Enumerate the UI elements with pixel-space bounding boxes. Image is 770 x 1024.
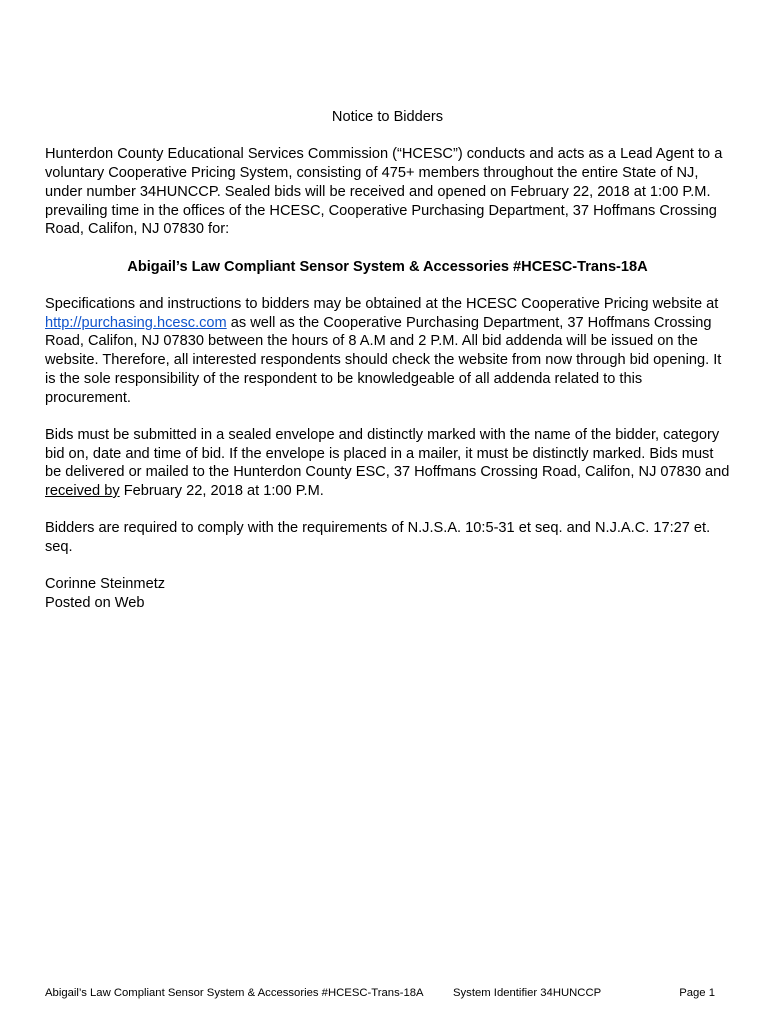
page-title: Notice to Bidders — [331, 109, 444, 125]
specs-text-before-link: Specifications and instructions to bidders may be obtained at the HCESC Cooperative Pricing website at — [45, 295, 719, 312]
intro-paragraph: Hunterdon County Educational Services Commission (“HCESC”) conducts and acts as a Lead Agent to a voluntary Cooperative Pricing System, consisting of 475+ members throughout the entire State of NJ, under number 34HUNCCP. Sealed bids will be received and opened on February 22, 2018 at 1:00 P.M. prevailing time in the offices of the HCESC, Cooperative Purchasing Department, 37 Hoffmans Crossing Road, Califon, NJ 07830 for: — [45, 146, 723, 238]
purchasing-website-link[interactable]: http://purchasing.hcesc.com — [45, 314, 227, 331]
footer-subject: Abigail’s Law Compliant Sensor System & Accessories #HCESC-Trans-18A — [45, 987, 424, 999]
footer-page-number: Page 1 — [679, 987, 715, 999]
submission-text-after: February 22, 2018 at 1:00 P.M. — [119, 483, 324, 499]
submission-paragraph — [45, 426, 730, 501]
bid-subject: Abigail’s Law Compliant Sensor System & Accessories #HCESC-Trans-18A — [127, 258, 648, 275]
specs-text-after-link: as well as the Cooperative Purchasing Department, 37 Hoffmans Crossing Road, Califon, NJ 07830 between the hours of 8 A.M and 2 P.M. All bid addenda will be issued on the website. Therefore, all interested respondents should check the website from now through bid opening. It is the sole responsibility of the respondent to be knowledgeable of all addenda related to this procurement. — [45, 314, 722, 406]
signature-name: Corinne Steinmetz — [45, 576, 166, 593]
specifications-paragraph — [45, 295, 730, 407]
document-body — [45, 108, 730, 613]
footer-system-identifier: System Identifier 34HUNCCP — [453, 987, 602, 999]
compliance-paragraph: Bidders are required to comply with the requirements of N.J.S.A. 10:5-31 et seq. and N.J.A.C. 17:27 et. seq. — [45, 520, 711, 556]
submission-text-before: Bids must be submitted in a sealed envelope and distinctly marked with the name of the bidder, category bid on, date and time of bid. If the envelope is placed in a mailer, it must be distinctly marked. Bids must be delivered or mailed to the Hunterdon County ESC, 37 Hoffmans Crossing Road, Califon, NJ 07830 and — [45, 426, 730, 481]
posted-note: Posted on Web — [45, 595, 145, 612]
received-by-underlined: received by — [45, 483, 120, 499]
